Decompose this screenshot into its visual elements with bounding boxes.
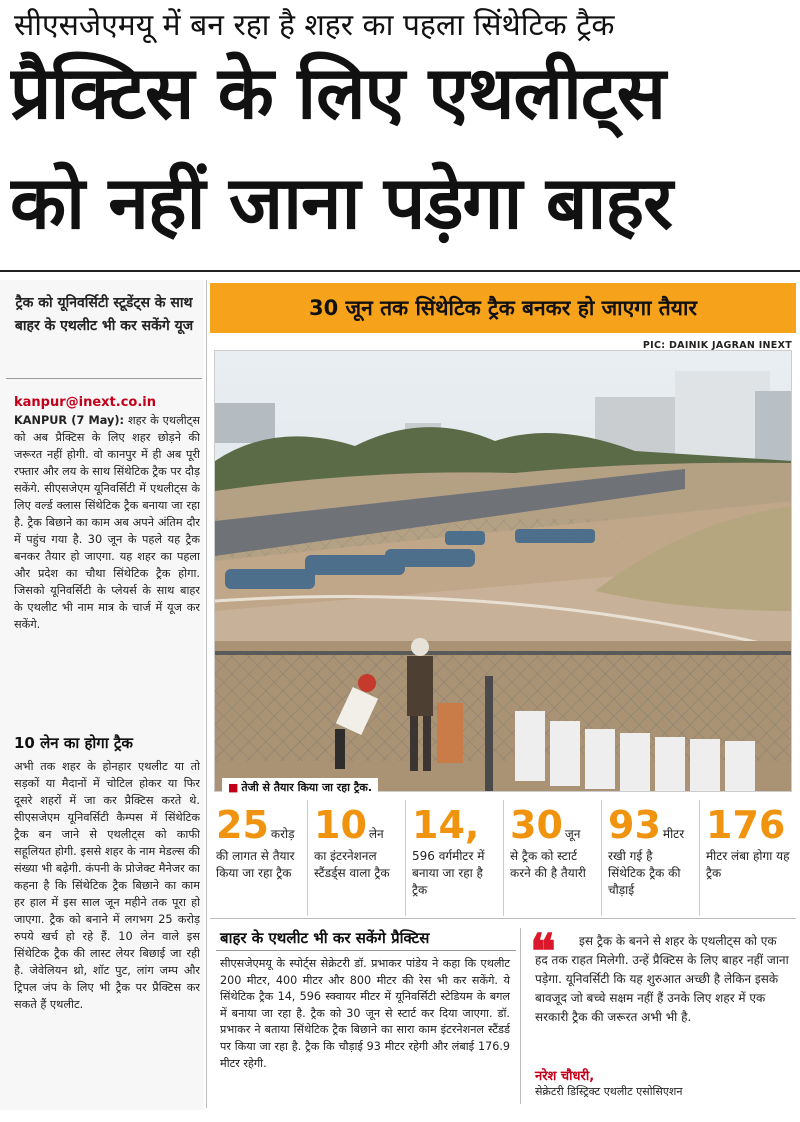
facts-divider (210, 918, 796, 919)
fact-number: 30 (510, 803, 563, 847)
story-subhead: 10 लेन का होगा ट्रैक (14, 734, 133, 752)
fact-number: 93 (608, 803, 661, 847)
quote-author-role: सेक्रेटरी डिस्ट्रिक्ट एथलीट एसोसिएशन (535, 1085, 683, 1098)
fact-text: का इंटरनेशनल स्टैंडर्ड्स वाला ट्रैक (314, 849, 390, 880)
fact-item (308, 800, 406, 916)
facts-strip (210, 800, 796, 916)
caption-bullet-icon: ■ (228, 781, 239, 794)
fact-item (406, 800, 504, 916)
sidebar-box-title: बाहर के एथलीट भी कर सकेंगे प्रैक्टिस (220, 929, 430, 947)
fact-item (504, 800, 602, 916)
caption-text: तेजी से तैयार किया जा रहा ट्रैक. (241, 781, 372, 794)
fact-unit: जून (564, 827, 581, 841)
reporter-email-link[interactable]: kanpur@inext.co.in (14, 395, 156, 410)
fact-number: 176 (706, 803, 786, 847)
story-paragraph-2: अभी तक शहर के होनहार एथलीट या तो सड़कों या मैदानों में चोटिल होकर या फिर दूसरे शहरों में जा कर प्रैक्टिस करते थे. सीएसजेएम यूनिवर्सिटी कैम्पस में सिंथेटिक ट्रैक बन जाने से एथलीट्स को काफी सहूलियत होगी. इससे शहर के नाम मेडल्स की संख्या भी बढ़ेगी. कंपनी के प्रोजेक्ट मैनेजर का कहना है कि सिंथेटिक ट्रैक बिछाने का काम हर हाल में इस साल जून महीने तक पूरा हो जाएगा. ट्रैक को बनाने में लगभग 25 करोड़ रुपये खर्च हो रहे हैं. 10 लेन वाले इस सिंथेटिक ट्रैक की लास्ट लेयर बिछाई जा रही है. जेवेलियन थ्रो, शॉट पुट, लांग जम्प और ट्रिपल जंप के लिए भी ट्रैक पर प्रैक्टिस कर सकते हैं एथलीट. (14, 760, 200, 1011)
fact-number: 14, (412, 803, 480, 847)
fact-text: मीटर लंबा होगा यह ट्रैक (706, 849, 790, 880)
kicker-headline: सीएसजेएमयू में बन रहा है शहर का पहला सिंथेटिक ट्रैक (14, 8, 615, 43)
story-text-1: शहर के एथलीट्स को अब प्रैक्टिस के लिए शहर छोड़ने की जरूरत नहीं होगी. वो कानपुर में ही अब पूरी रफ्तार और लय के साथ सिंथेटिक ट्रैक पर दौड़ सकेंगे. सीएसजेएम यूनिवर्सिटी में एथलीट्स के लिए वर्ल्ड क्लास सिंथेटिक ट्रैक बनाया जा रहा है. ट्रैक बिछाने का काम अब अपने अंतिम दौर में पहुंच गया है. 30 जून के पहले यह ट्रैक बनकर तैयार हो जाएगा. यह शहर का पहला और प्रदेश का चौथा सिंथेटिक ट्रैक होगा. जिसको यूनिवर्सिटी के प्लेयर्स के साथ बाहर के एथलीट भी नाम मात्र के चार्ज में यूज कर सकेंगे. (14, 414, 200, 631)
fact-unit: लेन (368, 827, 384, 841)
headline-divider (0, 270, 800, 272)
photo-banner: 30 जून तक सिंथेटिक ट्रैक बनकर हो जाएगा तैयार (210, 283, 796, 333)
quote-divider (520, 928, 521, 1104)
fact-unit: करोड़ (270, 827, 295, 841)
photo-credit: PIC: DAINIK JAGRAN INEXT (642, 340, 792, 351)
fact-item (700, 800, 796, 916)
column-divider (206, 280, 207, 1108)
photo-caption (222, 778, 378, 797)
fact-unit: मीटर (662, 827, 685, 841)
fact-item (602, 800, 700, 916)
sidebar-divider (6, 378, 202, 379)
fact-text: की लागत से तैयार किया जा रहा ट्रैक (216, 849, 295, 880)
sidebar-box-rule (216, 950, 516, 951)
quote-author-name: नरेश चौधरी, (535, 1069, 595, 1084)
track-photo (214, 350, 792, 792)
fact-number: 10 (314, 803, 367, 847)
headline-line-1: प्रैक्टिस के लिए एथलीट्स (10, 51, 666, 136)
fact-item (210, 800, 308, 916)
headline-line-2: को नहीं जाना पड़ेगा बाहर (10, 161, 673, 246)
fact-text: रखी गई है सिंथेटिक ट्रैक की चौड़ाई (608, 849, 681, 897)
track-photo-illustration (215, 351, 792, 792)
fact-text: से ट्रैक को स्टार्ट करने की है तैयारी (510, 849, 586, 880)
sidebar-box-text: सीएसजेएमयू के स्पोर्ट्स सेक्रेटरी डॉ. प्रभाकर पांडेय ने कहा कि एथलीट 200 मीटर, 400 मीटर और 800 मीटर की रेस भी कर सकेंगे. ये सिंथेटिक ट्रैक 14, 596 स्क्वायर मीटर में यूनिवर्सिटी स्टेडियम के बगल में बनाया जा रहा है. ट्रैक को 30 जून से स्टार्ट कर दिया जाएगा. डॉ. प्रभाकर ने बताया सिंथेटिक ट्रैक बिछाने का सारा काम इंटरनेशनल स्टैंडर्ड पर किया जा रहा है. ट्रैक कि चौड़ाई 93 मीटर रहेगी और लंबाई 176.9 मीटर रहेगी. (220, 957, 510, 1070)
quote-mark-icon: ❝ (530, 924, 556, 980)
story-paragraph-1 (14, 412, 200, 720)
quote-text: इस ट्रैक के बनने से शहर के एथलीट्स को एक हद तक राहत मिलेगी. उन्हें प्रैक्टिस के लिए बाहर नहीं जाना पड़ेगा. यूनिवर्सिटी कि यह शुरुआत अच्छी है लेकिन इसके बावजूद जो बच्चे सक्षम नहीं हैं उनके लिए शहर में एक सरकारी ट्रैक की जरूरत अभी भी है. (535, 934, 789, 1024)
dateline: KANPUR (7 May): (14, 414, 125, 427)
fact-number: 25 (216, 803, 269, 847)
fact-text: 596 वर्गमीटर में बनाया जा रहा है ट्रैक (412, 849, 485, 897)
sidebar-teaser: ट्रैक को यूनिवर्सिटी स्टूडेंट्स के साथ बाहर के एथलीट भी कर सकेंगे यूज (14, 295, 194, 334)
